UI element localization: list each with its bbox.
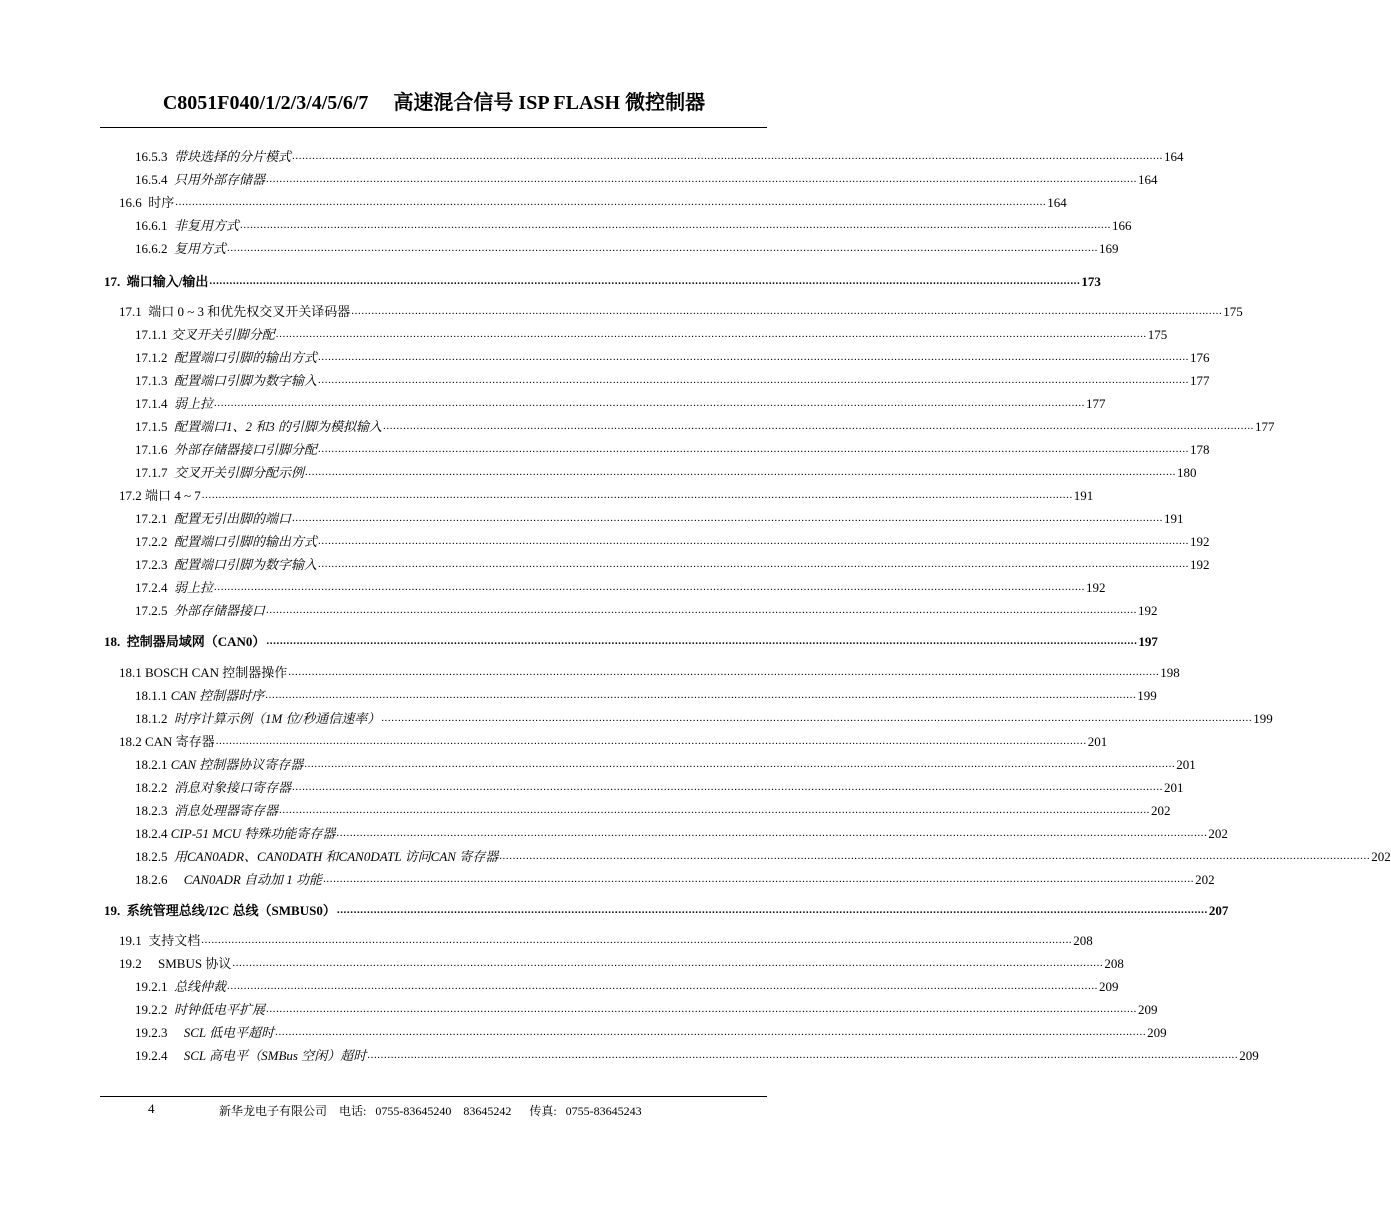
toc-entry-page: 164 — [1138, 172, 1158, 187]
toc-entry-number: 17.1.7 — [135, 465, 174, 480]
toc-dot-leader: .................................................................................................................................................................................................................................................................... — [288, 666, 1160, 678]
page-number: 4 — [148, 1101, 155, 1116]
toc-entry-number: 18.2.4 — [135, 826, 171, 841]
toc-entry-number: 17.2.5 — [135, 603, 174, 618]
toc-dot-leader: .................................................................................................................................................................................................................................................................... — [266, 1003, 1138, 1015]
toc-entry-page: 209 — [1239, 1048, 1259, 1063]
toc-entry-number: 19.1 — [119, 933, 149, 948]
toc-entry-title: 控制器局域网（CAN0） — [126, 634, 266, 649]
toc-entry-page: 209 — [1147, 1025, 1167, 1040]
toc-entry — [135, 998, 1158, 1018]
toc-entry-page: 173 — [1081, 274, 1101, 289]
toc-entry-title: 弱上拉 — [174, 580, 214, 595]
toc-entry — [135, 323, 1168, 343]
toc-dot-leader: .................................................................................................................................................................................................................................................................... — [336, 827, 1208, 839]
toc-dot-leader: .................................................................................................................................................................................................................................................................... — [499, 850, 1371, 862]
toc-entry-title: 配置无引出脚的端口 — [174, 511, 292, 526]
toc-entry-page: 209 — [1138, 1002, 1158, 1017]
toc-entry-title: 支持文档 — [148, 933, 201, 948]
toc-entry-number: 17.1.6 — [135, 442, 174, 457]
toc-entry — [135, 346, 1210, 366]
toc-entry — [135, 599, 1158, 619]
toc-entry-title: 外部存储器接口引脚分配 — [174, 442, 318, 457]
toc-dot-leader: .................................................................................................................................................................................................................................................................... — [201, 934, 1073, 946]
toc-entry-number: 18.1.2 — [135, 711, 174, 726]
toc-entry — [135, 975, 1119, 995]
toc-entry-number: 19.2.1 — [135, 979, 174, 994]
toc-dot-leader: .................................................................................................................................................................................................................................................................... — [305, 466, 1177, 478]
toc-entry — [135, 822, 1228, 842]
toc-entry — [135, 415, 1275, 435]
toc-entry-page: 164 — [1047, 195, 1067, 210]
toc-entry-number: 17.1.3 — [135, 373, 174, 388]
toc-entry-title: SCL 高电平（SMBus 空闲）超时 — [183, 1048, 367, 1063]
toc-entry-title: 消息对象接口寄存器 — [174, 780, 292, 795]
toc-entry-title: 时序 — [148, 195, 175, 210]
toc-entry-title: CAN 寄存器 — [145, 734, 215, 749]
toc-entry-title: 配置端口引脚为数字输入 — [174, 557, 318, 572]
footer-contact-line: 新华龙电子有限公司 电话: 0755-83645240 83645242 传真: 0755-83645243 — [219, 1104, 642, 1118]
toc-entry-page: 209 — [1099, 979, 1119, 994]
footer-divider — [100, 1096, 767, 1097]
toc-entry-page: 192 — [1086, 580, 1106, 595]
toc-entry-page: 201 — [1176, 757, 1196, 772]
toc-dot-leader: .................................................................................................................................................................................................................................................................... — [318, 443, 1190, 455]
toc-entry-page: 202 — [1195, 872, 1215, 887]
toc-entry — [135, 1021, 1167, 1041]
document-header-title: C8051F040/1/2/3/4/5/6/7 高速混合信号 ISP FLASH 微控制器 — [162, 92, 706, 114]
toc-entry — [104, 630, 1158, 650]
toc-entry — [119, 730, 1108, 750]
toc-entry-title: BOSCH CAN 控制器操作 — [145, 665, 288, 680]
toc-entry-number: 19.2.4 — [135, 1048, 184, 1063]
header-divider — [100, 127, 767, 128]
toc-entry-number: 18.2.5 — [135, 849, 174, 864]
toc-entry-number: 19.2.2 — [135, 1002, 174, 1017]
toc-entry-title: 系统管理总线/I2C 总线（SMBUS0） — [126, 903, 336, 918]
toc-dot-leader: .................................................................................................................................................................................................................................................................... — [292, 512, 1164, 524]
toc-entry-title: 时钟低电平扩展 — [174, 1002, 266, 1017]
toc-entry-number: 17.1.2 — [135, 350, 174, 365]
toc-dot-leader: .................................................................................................................................................................................................................................................................... — [292, 781, 1164, 793]
toc-entry-title: 总线仲裁 — [174, 979, 227, 994]
toc-entry-title: 只用外部存储器 — [174, 172, 266, 187]
toc-entry-title: CAN 控制器协议寄存器 — [170, 757, 304, 772]
toc-entry-number: 18.2.6 — [135, 872, 184, 887]
toc-dot-leader: .................................................................................................................................................................................................................................................................... — [279, 804, 1151, 816]
toc-entry — [135, 553, 1210, 573]
toc-entry-title: 配置端口引脚的输出方式 — [174, 534, 318, 549]
toc-entry — [135, 392, 1106, 412]
toc-entry-page: 197 — [1138, 634, 1158, 649]
toc-entry-number: 17. — [104, 274, 127, 289]
toc-entry — [119, 300, 1243, 320]
toc-entry-page: 191 — [1164, 511, 1184, 526]
toc-entry — [135, 753, 1196, 773]
toc-entry-number: 17.1.1 — [135, 327, 171, 342]
toc-entry-number: 18.1 — [119, 665, 145, 680]
toc-entry-number: 18.2 — [119, 734, 145, 749]
toc-entry-page: 169 — [1099, 241, 1119, 256]
toc-dot-leader: .................................................................................................................................................................................................................................................................... — [215, 735, 1087, 747]
toc-entry — [119, 952, 1124, 972]
toc-dot-leader: .................................................................................................................................................................................................................................................................... — [227, 242, 1099, 254]
toc-dot-leader: .................................................................................................................................................................................................................................................................... — [292, 150, 1164, 162]
toc-dot-leader: .................................................................................................................................................................................................................................................................... — [318, 558, 1190, 570]
toc-entry — [135, 776, 1184, 796]
toc-dot-leader: .................................................................................................................................................................................................................................................................... — [318, 535, 1190, 547]
toc-entry-title: 端口输入/输出 — [126, 274, 209, 289]
toc-dot-leader: .................................................................................................................................................................................................................................................................... — [383, 420, 1255, 432]
toc-entry-title: 用CAN0ADR、CAN0DATH 和CAN0DATL 访问CAN 寄存器 — [174, 849, 499, 864]
toc-entry — [135, 507, 1184, 527]
toc-entry-title: CAN0ADR 自动加 1 功能 — [183, 872, 323, 887]
toc-entry-page: 207 — [1208, 903, 1229, 918]
toc-entry-number: 17.1 — [119, 304, 149, 319]
toc-entry — [104, 899, 1229, 919]
toc-entry-number: 19. — [104, 903, 127, 918]
toc-dot-leader: .................................................................................................................................................................................................................................................................... — [367, 1049, 1239, 1061]
toc-entry-title: 端口 4 ~ 7 — [145, 488, 201, 503]
toc-entry-number: 16.6.2 — [135, 241, 174, 256]
toc-entry-page: 191 — [1073, 488, 1094, 503]
toc-dot-leader: .................................................................................................................................................................................................................................................................... — [304, 758, 1176, 770]
toc-entry-page: 192 — [1138, 603, 1158, 618]
toc-entry-page: 202 — [1151, 803, 1171, 818]
toc-entry-number: 16.5.3 — [135, 149, 174, 164]
toc-entry — [135, 237, 1119, 257]
toc-dot-leader: .................................................................................................................................................................................................................................................................... — [336, 904, 1208, 916]
toc-dot-leader: .................................................................................................................................................................................................................................................................... — [240, 219, 1112, 231]
toc-entry-title: 带块选择的分片模式 — [174, 149, 292, 164]
toc-dot-leader: .................................................................................................................................................................................................................................................................... — [351, 305, 1223, 317]
toc-entry-number: 17.2 — [119, 488, 145, 503]
toc-entry-page: 180 — [1177, 465, 1197, 480]
toc-entry-number: 17.2.2 — [135, 534, 174, 549]
toc-entry-title: CAN 控制器时序 — [170, 688, 265, 703]
page-footer — [0, 1101, 868, 1117]
toc-entry-page: 192 — [1190, 557, 1210, 572]
toc-entry-number: 18. — [104, 634, 127, 649]
toc-entry-page: 175 — [1223, 304, 1243, 319]
toc-entry-page: 202 — [1371, 849, 1391, 864]
toc-entry-title: 复用方式 — [174, 241, 227, 256]
toc-entry-title: SMBUS 协议 — [158, 956, 232, 971]
toc-entry-number: 18.2.2 — [135, 780, 174, 795]
toc-dot-leader: .................................................................................................................................................................................................................................................................... — [318, 351, 1190, 363]
toc-entry-page: 177 — [1255, 419, 1275, 434]
toc-entry-number: 17.1.5 — [135, 419, 174, 434]
toc-entry-page: 166 — [1112, 218, 1132, 233]
toc-entry-page: 164 — [1164, 149, 1184, 164]
toc-dot-leader: .................................................................................................................................................................................................................................................................... — [214, 581, 1086, 593]
toc-entry — [119, 661, 1180, 681]
toc-entry — [135, 576, 1106, 596]
toc-entry-title: 配置端口1、2 和3 的引脚为模拟输入 — [174, 419, 383, 434]
toc-entry-title: SCL 低电平超时 — [183, 1025, 275, 1040]
toc-entry-title: 配置端口引脚为数字输入 — [174, 373, 318, 388]
toc-entry-title: 弱上拉 — [174, 396, 214, 411]
toc-entry-number: 19.2.3 — [135, 1025, 184, 1040]
toc-dot-leader: .................................................................................................................................................................................................................................................................... — [232, 957, 1104, 969]
toc-entry — [135, 868, 1215, 888]
toc-entry — [135, 845, 1391, 865]
toc-entry — [135, 707, 1273, 727]
toc-dot-leader: .................................................................................................................................................................................................................................................................... — [214, 397, 1086, 409]
toc-entry-title: 消息处理器寄存器 — [174, 803, 279, 818]
toc-entry-title: 非复用方式 — [174, 218, 240, 233]
toc-entry-page: 199 — [1253, 711, 1273, 726]
toc-entry-number: 16.5.4 — [135, 172, 174, 187]
toc-entry — [135, 438, 1210, 458]
toc-entry-number: 18.1.1 — [135, 688, 171, 703]
toc-dot-leader: .................................................................................................................................................................................................................................................................... — [265, 689, 1137, 701]
toc-entry-title: CIP-51 MCU 特殊功能寄存器 — [170, 826, 336, 841]
toc-dot-leader: .................................................................................................................................................................................................................................................................... — [275, 1026, 1147, 1038]
toc-entry — [119, 929, 1093, 949]
toc-entry — [135, 1044, 1259, 1064]
toc-entry-page: 208 — [1073, 933, 1093, 948]
toc-entry — [104, 270, 1101, 290]
toc-entry-number: 19.2 — [119, 956, 158, 971]
toc-dot-leader: .................................................................................................................................................................................................................................................................... — [266, 604, 1138, 616]
toc-entry-number: 18.2.1 — [135, 757, 171, 772]
toc-entry-number: 16.6 — [119, 195, 149, 210]
toc-entry-page: 198 — [1160, 665, 1180, 680]
toc-entry-page: 177 — [1086, 396, 1106, 411]
toc-dot-leader: .................................................................................................................................................................................................................................................................... — [266, 635, 1138, 647]
toc-entry-number: 16.6.1 — [135, 218, 174, 233]
toc-entry-page: 178 — [1190, 442, 1210, 457]
toc-entry-page: 202 — [1208, 826, 1228, 841]
toc-entry-title: 时序计算示例（1M 位/秒通信速率） — [174, 711, 381, 726]
toc-dot-leader: .................................................................................................................................................................................................................................................................... — [381, 712, 1253, 724]
toc-entry-title: 外部存储器接口 — [174, 603, 266, 618]
toc-dot-leader: .................................................................................................................................................................................................................................................................... — [209, 275, 1081, 287]
toc-entry-page: 208 — [1104, 956, 1124, 971]
toc-entry-page: 199 — [1137, 688, 1157, 703]
toc-entry — [135, 799, 1171, 819]
toc-entry-page: 175 — [1147, 327, 1168, 342]
toc-entry-page: 201 — [1164, 780, 1184, 795]
toc-entry-page: 201 — [1087, 734, 1108, 749]
toc-dot-leader: .................................................................................................................................................................................................................................................................... — [227, 980, 1099, 992]
toc-entry — [135, 369, 1210, 389]
toc-dot-leader: .................................................................................................................................................................................................................................................................... — [201, 489, 1073, 501]
toc-entry-number: 18.2.3 — [135, 803, 174, 818]
toc-dot-leader: .................................................................................................................................................................................................................................................................... — [323, 873, 1195, 885]
toc-entry — [135, 684, 1157, 704]
toc-entry-title: 交叉开关引脚分配 — [170, 327, 275, 342]
toc-entry-title: 交叉开关引脚分配示例 — [174, 465, 305, 480]
toc-entry-number: 17.1.4 — [135, 396, 174, 411]
toc-entry — [135, 145, 1184, 165]
toc-entry — [119, 484, 1094, 504]
toc-dot-leader: .................................................................................................................................................................................................................................................................... — [266, 173, 1138, 185]
toc-entry — [135, 214, 1132, 234]
toc-entry — [135, 168, 1158, 188]
toc-entry-number: 17.2.1 — [135, 511, 174, 526]
toc-entry-number: 17.2.4 — [135, 580, 174, 595]
toc-entry-page: 177 — [1190, 373, 1210, 388]
toc-entry — [119, 191, 1067, 211]
toc-entry-page: 192 — [1190, 534, 1210, 549]
toc-entry — [135, 530, 1210, 550]
toc-entry — [135, 461, 1197, 481]
toc-dot-leader: .................................................................................................................................................................................................................................................................... — [318, 374, 1190, 386]
toc-entry-number: 17.2.3 — [135, 557, 174, 572]
toc-entry-title: 端口 0 ~ 3 和优先权交叉开关译码器 — [148, 304, 351, 319]
toc-entry-page: 176 — [1190, 350, 1210, 365]
toc-entry-title: 配置端口引脚的输出方式 — [174, 350, 318, 365]
toc-dot-leader: .................................................................................................................................................................................................................................................................... — [175, 196, 1047, 208]
toc-dot-leader: .................................................................................................................................................................................................................................................................... — [275, 328, 1147, 340]
